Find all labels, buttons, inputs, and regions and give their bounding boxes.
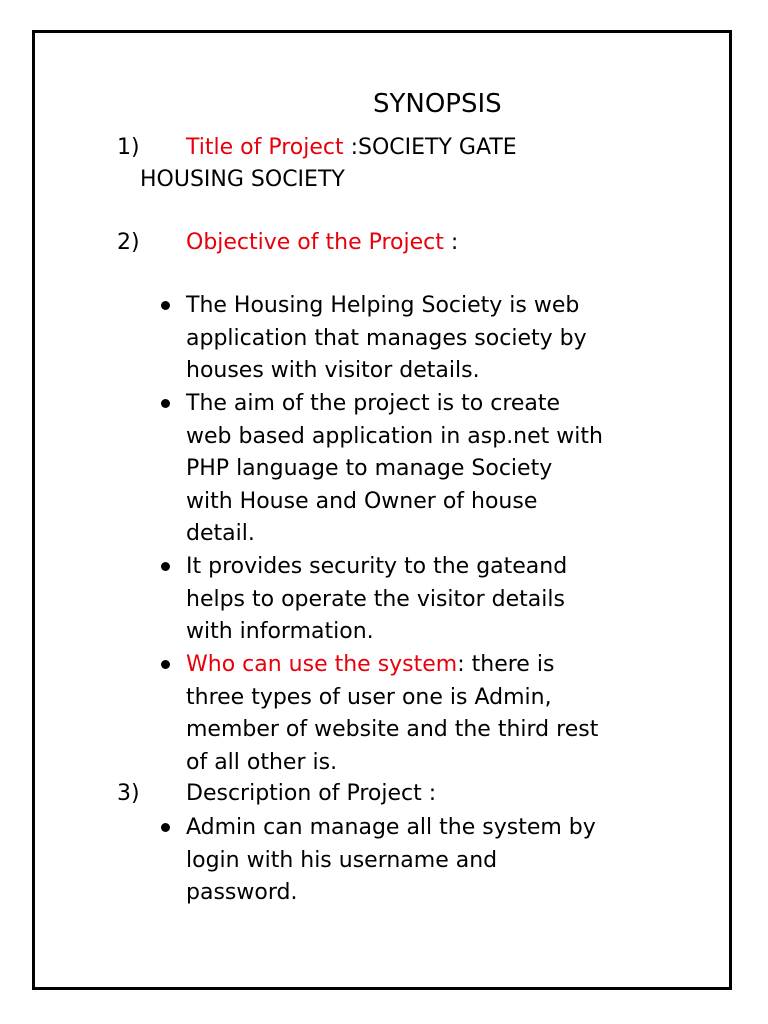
bullet-dot-icon [161, 660, 170, 669]
section3-label: Description of Project : [186, 781, 437, 806]
section1-value-line1: :SOCIETY GATE [350, 135, 517, 160]
bullet-line: Admin can manage all the system by [186, 815, 596, 840]
bullet-line: The aim of the project is to create [186, 391, 561, 416]
bullet-dot-icon [161, 823, 170, 832]
bullet-line: password. [186, 880, 298, 905]
bullet-line: member of website and the third rest [186, 717, 599, 742]
section2-suffix: : [443, 230, 459, 255]
bullet-line: detail. [186, 521, 255, 546]
bullet-line: helps to operate the visitor details [186, 586, 565, 612]
section1-value-line2: HOUSING SOCIETY [140, 167, 345, 192]
section1-title-line [186, 132, 517, 164]
bullet-line: houses with visitor details. [186, 358, 480, 383]
who-can-use-rest: : there is [457, 652, 555, 677]
bullet-dot-icon [161, 399, 170, 408]
bullet-line: It provides security to the gateand [186, 554, 568, 579]
document-heading: SYNOPSIS [373, 89, 502, 119]
objective-bullet-4 [186, 649, 686, 779]
description-bullet-1 [186, 812, 686, 910]
section1-label: Title of Project [186, 135, 344, 160]
bullet-dot-icon [161, 301, 170, 310]
bullet-line: with information. [186, 619, 374, 644]
objective-bullet-3 [186, 551, 686, 649]
objective-bullet-2 [186, 388, 686, 551]
section2-title-line [186, 227, 458, 259]
bullet-line: login with his username and [186, 847, 498, 873]
section1-number: 1) [117, 135, 140, 160]
bullet-line: with House and Owner of house [186, 488, 538, 514]
bullet-line: web based application in asp.net with [186, 423, 603, 449]
bullet-line: of all other is. [186, 749, 338, 775]
bullet-dot-icon [161, 562, 170, 571]
bullet-line: application that manages society by [186, 325, 587, 351]
objective-bullet-1 [186, 290, 686, 388]
section2-label: Objective of the Project [186, 230, 444, 255]
section3-number: 3) [117, 781, 140, 806]
bullet-line: The Housing Helping Society is web [186, 293, 580, 318]
section2-number: 2) [117, 230, 140, 255]
bullet-line: PHP language to manage Society [186, 456, 553, 481]
who-can-use-label: Who can use the system [186, 652, 458, 677]
bullet-line: three types of user one is Admin, [186, 684, 552, 710]
bullet-first-line [186, 649, 686, 682]
